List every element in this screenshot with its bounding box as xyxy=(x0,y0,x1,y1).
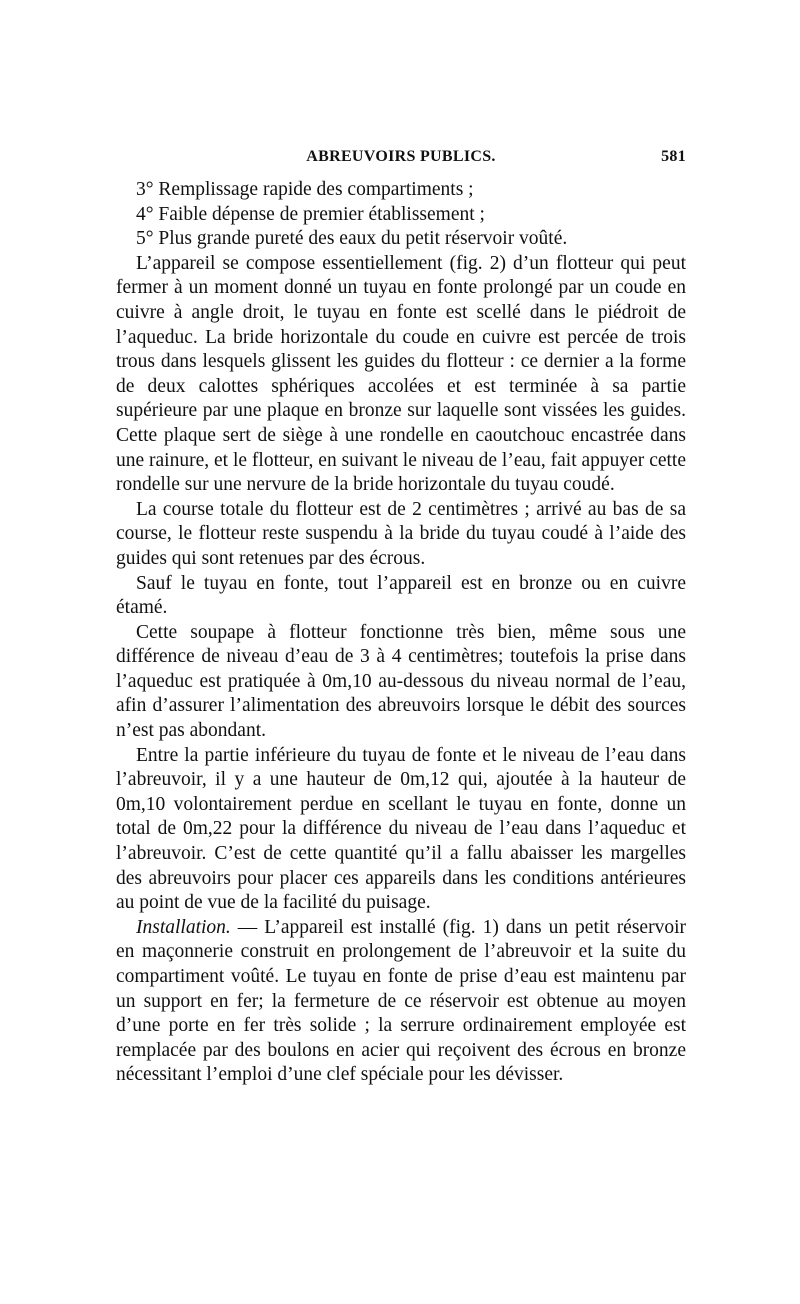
installation-heading: Installation. xyxy=(136,916,231,938)
list-item: 3° Remplissage rapide des compartiments ; xyxy=(136,179,474,200)
paragraph-course: La course totale du flotteur est de 2 centimètres ; arrivé au bas de sa course, le flotteur reste suspendu à la bride du tuyau coudé à l’aide des guides qui sont retenues par des écrous. xyxy=(116,498,686,569)
paragraph-appareil: L’appareil se compose essentiellement (fig. 2) d’un flotteur qui peut fermer à un moment donné un tuyau en fonte prolongé par un coude en cuivre à angle droit, le tuyau en fonte est scellé dans le piédroit de l’aqueduc. La bride horizontale du coude en cuivre est percée de trois trous dans lesquels glissent les guides du flotteur : ce dernier a la forme de deux calottes sphériques accolées et est terminée à sa partie supérieure par une plaque en bronze sur laquelle sont vissées les guides. Cette plaque sert de siège à une rondelle en caoutchouc encastrée dans une rainure, et le flotteur, en suivant le niveau de l’eau, fait appuyer cette rondelle sur une nervure de la bride horizontale du tuyau coudé. xyxy=(116,252,686,496)
paragraph-hauteur: Entre la partie inférieure du tuyau de fonte et le niveau de l’eau dans l’abreuvoir, il y a une hauteur de 0m,12 qui, ajoutée à la hauteur de 0m,10 volontairement perdue en scellant le tuyau en fonte, donne un total de 0m,22 pour la différence du niveau de l’eau dans l’aqueduc et l’abreuvoir. C’est de cette quantité qu’il a fallu abaisser les margelles des abreuvoirs pour placer ces appareils dans les conditions antérieures au point de vue de la facilité du puisage. xyxy=(116,744,686,914)
list-item: 4° Faible dépense de premier établissement ; xyxy=(136,203,485,225)
paragraph-soupape: Cette soupape à flotteur fonctionne très bien, même sous une différence de niveau d’eau de 3 à 4 centimètres; toutefois la prise dans l’aqueduc est pratiquée à 0m,10 au-dessous du niveau normal de l’eau, afin d’assurer l’alimentation des abreuvoirs lorsque le débit des sources n’est pas abondant. xyxy=(116,621,686,742)
page-number: 581 xyxy=(661,148,686,165)
list-item: 5° Plus grande pureté des eaux du petit réservoir voûté. xyxy=(136,228,568,250)
running-head xyxy=(116,148,686,174)
installation-text: — L’appareil est installé (fig. 1) dans un petit réservoir en maçonnerie construit en prolongement de l’abreuvoir et la suite du compartiment voûté. Le tuyau en fonte de prise d’eau est maintenu par un support en fer; la fermeture de ce réservoir est obtenue au moyen d’une porte en fer très solide ; la serrure ordinairement employée est remplacée par des boulons en acier qui reçoivent des écrous en bronze nécessitant l’emploi d’une clef spéciale pour les dévisser. xyxy=(116,916,686,1086)
paragraph-materiaux: Sauf le tuyau en fonte, tout l’appareil est en bronze ou en cuivre étamé. xyxy=(116,572,686,619)
body-text xyxy=(116,178,686,1088)
running-title: ABREUVOIRS PUBLICS. xyxy=(306,148,496,165)
paragraph-installation xyxy=(116,916,686,1088)
